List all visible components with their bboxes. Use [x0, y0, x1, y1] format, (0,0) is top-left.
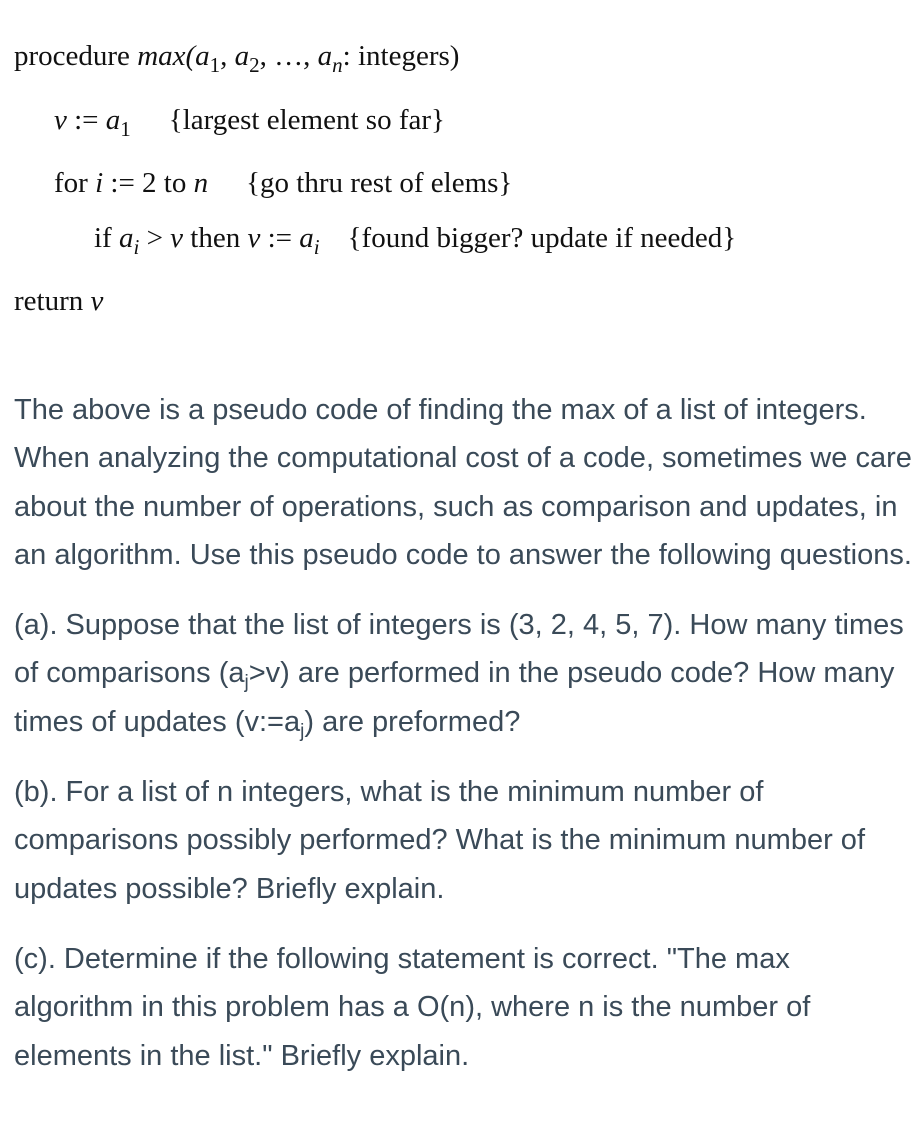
param-ellipsis: …: [274, 40, 304, 72]
question-a-part2: >v) are performed in the pseudo code? How many times of updates (v:=a: [14, 657, 895, 738]
if-v: v: [170, 222, 184, 254]
update-v: v: [247, 222, 261, 254]
param-sep-2: ,: [259, 40, 275, 72]
code-line-procedure: [14, 38, 459, 76]
param-a1-sub: 1: [209, 53, 221, 77]
if-comment: {found bigger? update if needed}: [347, 222, 737, 254]
question-a-part3: ) are preformed?: [304, 705, 521, 738]
if-a: a: [118, 222, 134, 254]
param-sep-3: ,: [303, 40, 318, 72]
question-b: (b). For a list of n integers, what is the minimum number of comparisons possibly performed? What is the minimum number of updates possible? Briefly explain.: [14, 776, 865, 905]
update-a: a: [299, 222, 314, 254]
if-then: then: [183, 222, 248, 254]
param-type: : integers): [342, 40, 460, 72]
question-c: (c). Determine if the following statement is correct. "The max algorithm in this problem has a O(n), where n is the number of elements in the list." Briefly explain.: [14, 942, 811, 1072]
code-line-for: [54, 165, 512, 201]
if-gt: >: [139, 222, 171, 254]
return-keyword: return: [14, 285, 84, 317]
for-n: n: [193, 167, 209, 199]
procedure-keyword: procedure: [14, 40, 130, 72]
question-a-sub1: j: [244, 672, 249, 694]
param-a2-sub: 2: [249, 53, 260, 77]
param-sep-1: ,: [220, 40, 235, 72]
return-var: v: [90, 285, 104, 317]
if-a-sub: i: [133, 235, 140, 259]
init-a: a: [105, 104, 121, 136]
param-a1: a: [195, 40, 210, 72]
param-an: a: [317, 40, 333, 72]
question-a: [14, 601, 914, 746]
procedure-name: max(: [137, 40, 196, 72]
question-text: [14, 386, 914, 1080]
init-a-sub: 1: [120, 117, 131, 141]
if-keyword: if: [94, 222, 112, 254]
intro-paragraph: The above is a pseudo code of finding the max of a list of integers. When analyzing the computational cost of a code, sometimes we care about the number of operations, such as comparison and updates, in an algorithm. Use this pseudo code to answer the following questions.: [14, 394, 912, 571]
update-assign: :=: [260, 222, 300, 254]
question-a-part1: (a). Suppose that the list of integers is (3, 2, 4, 5, 7). How many times of comparisons (a: [14, 609, 904, 690]
init-var: v: [54, 104, 67, 136]
update-a-sub: i: [313, 235, 320, 259]
for-range: := 2 to: [103, 167, 194, 199]
init-comment: {largest element so far}: [168, 104, 445, 136]
param-a2: a: [234, 40, 250, 72]
param-an-sub: n: [332, 53, 343, 77]
question-a-sub2: j: [300, 720, 305, 742]
init-assign: :=: [66, 104, 106, 136]
for-comment: {go thru rest of elems}: [246, 167, 513, 199]
for-var: i: [95, 167, 104, 199]
code-line-init: [54, 102, 445, 140]
code-line-return: [14, 283, 103, 319]
for-keyword: for: [54, 167, 88, 199]
code-line-if: [94, 220, 736, 258]
